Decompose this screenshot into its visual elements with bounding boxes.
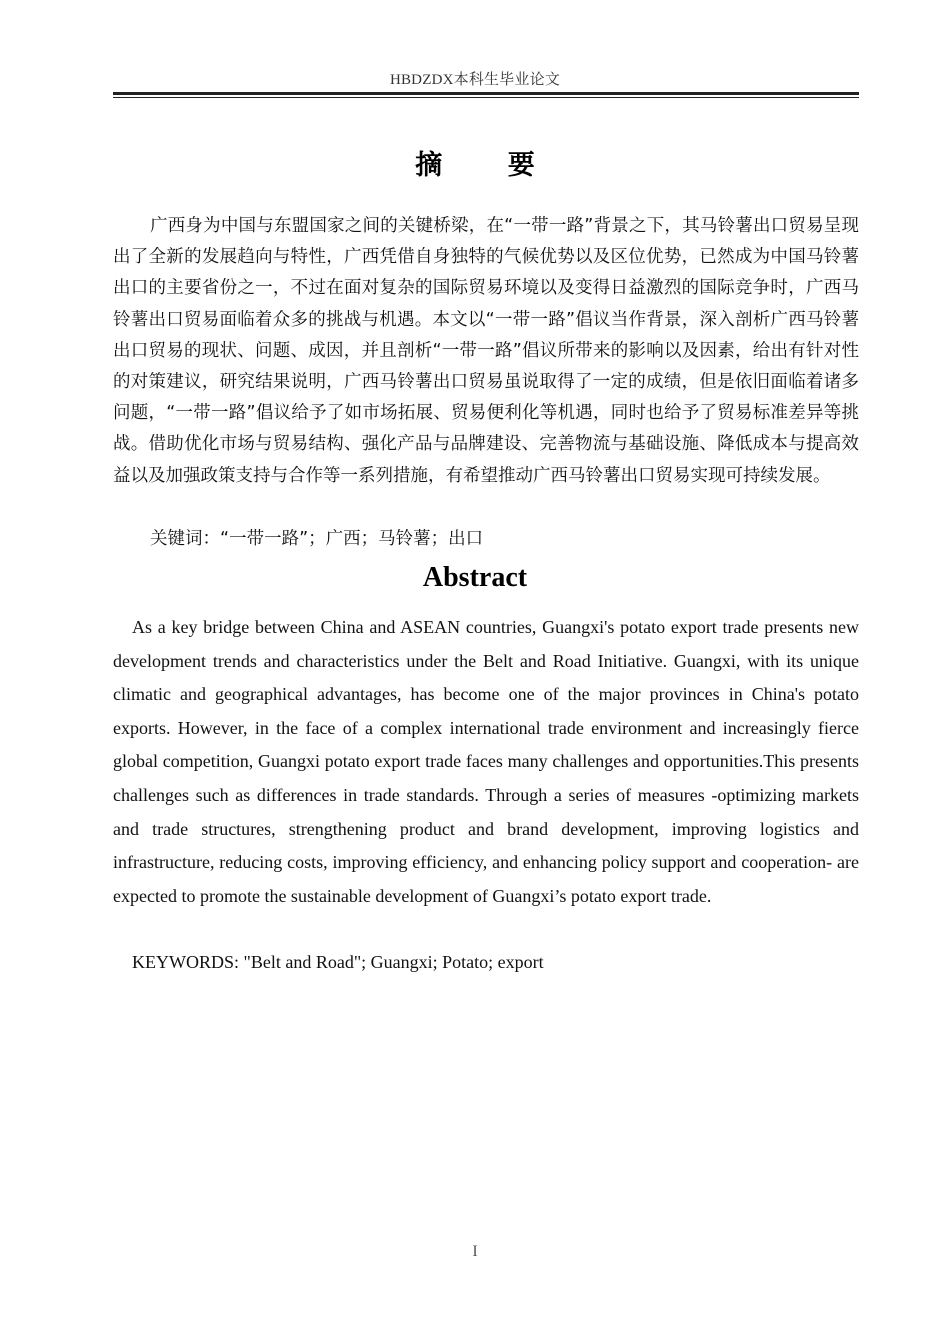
english-abstract-body: As a key bridge between China and ASEAN countries, Guangxi's potato export trade presents new development trends and characteristics under the Belt and Road Initiative. Guangxi, with its unique climatic and geographical advantages, has become one of the major provinces in China's potato exports. However, in the face of a complex international trade environment and increasingly fierce global competition, Guangxi potato export trade faces many challenges and opportunities.This presents challenges such as differences in trade standards. Through a series of measures -optimizing markets and trade structures, strengthening product and brand development, improving logistics and infrastructure, reducing costs, improving efficiency, and enhancing policy support and cooperation- are expected to promote the sustainable development of Guangxi’s potato export trade. <box>113 617 859 906</box>
english-keywords: KEYWORDS: "Belt and Road"; Guangxi; Potato; export <box>132 952 544 972</box>
header-rule-thin <box>113 97 859 98</box>
chinese-keywords: 关键词：“一带一路”；广西；马铃薯；出口 <box>150 529 484 549</box>
running-header: HBDZDX本科生毕业论文 <box>389 72 561 88</box>
chinese-abstract-body: 广西身为中国与东盟国家之间的关键桥梁，在“一带一路”背景之下，其马铃薯出口贸易呈现出了全新的发展趋向与特性，广西凭借自身独特的气候优势以及区位优势，已然成为中国马铃薯出口的主要省份之一，不过在面对复杂的国际贸易环境以及变得日益激烈的国际竞争时，广西马铃薯出口贸易面临着众多的挑战与机遇。本文以“一带一路”倡议当作背景，深入剖析广西马铃薯出口贸易的现状、问题、成因，并且剖析“一带一路”倡议所带来的影响以及因素，给出有针对性的对策建议，研究结果说明，广西马铃薯出口贸易虽说取得了一定的成绩，但是依旧面临着诸多问题，“一带一路”倡议给予了如市场拓展、贸易便利化等机遇，同时也给予了贸易标准差异等挑战。借助优化市场与贸易结构、强化产品与品牌建设、完善物流与基础设施、降低成本与提高效益以及加强政策支持与合作等一系列措施，有希望推动广西马铃薯出口贸易实现可持续发展。 <box>113 216 859 486</box>
chinese-abstract-title: 摘 要 <box>415 150 563 181</box>
english-abstract-title: Abstract <box>422 562 528 593</box>
header-rule-thick <box>113 92 859 95</box>
page-number: I <box>472 1243 478 1260</box>
